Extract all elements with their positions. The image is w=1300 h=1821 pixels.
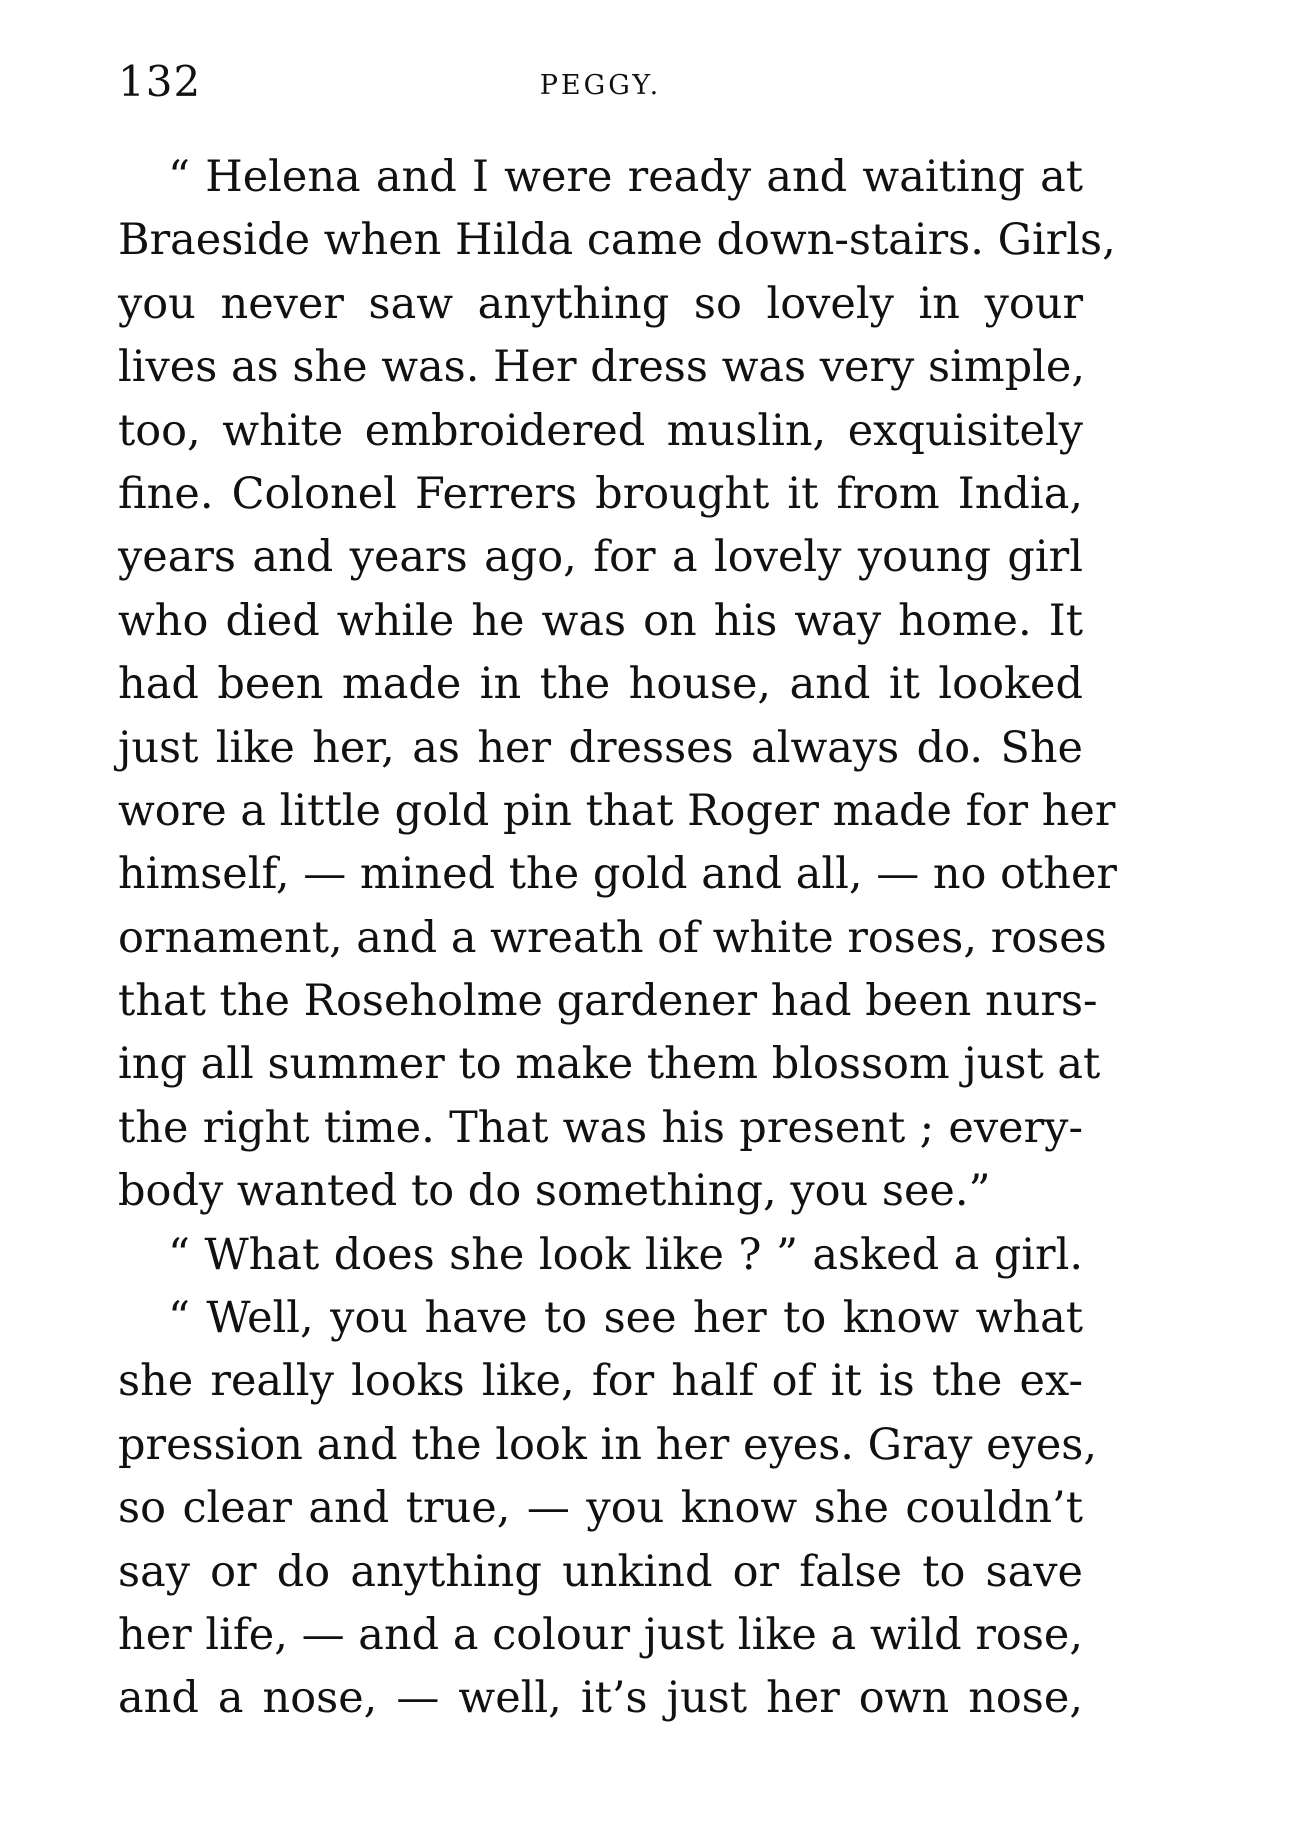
text-line: that the Roseholme gardener had been nurs- [118,976,1098,1027]
text-line: “ Helena and I were ready and waiting at [168,152,1083,202]
text-line: ornament, and a wreath of white roses, roses [118,912,1107,963]
text-line: her life, — and a colour just like a wild rose, [118,1609,1083,1660]
text-line: Braeside when Hilda came down-stairs. Girls, [118,215,1116,266]
page-number: 132 [118,57,202,106]
page-header [118,52,1083,112]
text-line: had been made in the house, and it looked [118,659,1083,710]
text-line: “ Well, you have to see her to know what [168,1293,1083,1344]
text-line: you never saw anything so lovely in your [118,278,1083,329]
text-line: wore a little gold pin that Roger made for her [118,785,1116,836]
text-line: body wanted to do something, you see.” [118,1166,991,1217]
running-title: PEGGY. [539,70,662,101]
body-text [118,146,1117,1731]
text-line: lives as she was. Her dress was very simple, [118,342,1085,393]
text-line: and a nose, — well, it’s just her own nose, [118,1673,1083,1724]
text-line: himself, — mined the gold and all, — no other [118,849,1117,900]
text-line: so clear and true, — you know she couldn’t [118,1483,1083,1534]
text-line: years and years ago, for a lovely young girl [118,532,1083,583]
text-line: “ What does she look like ? ” asked a girl. [168,1229,1083,1280]
text-line: the right time. That was his present ; every- [118,1102,1083,1153]
text-line: too, white embroidered muslin, exquisitely [118,405,1083,456]
text-line: who died while he was on his way home. It [118,595,1083,646]
text-line: she really looks like, for half of it is the ex- [118,1356,1083,1407]
text-line: just like her, as her dresses always do. She [118,722,1083,773]
text-line: fine. Colonel Ferrers brought it from India, [118,468,1083,519]
text-line: say or do anything unkind or false to save [118,1546,1083,1597]
text-line: pression and the look in her eyes. Gray eyes, [118,1419,1098,1470]
text-line: ing all summer to make them blossom just at [118,1039,1101,1090]
